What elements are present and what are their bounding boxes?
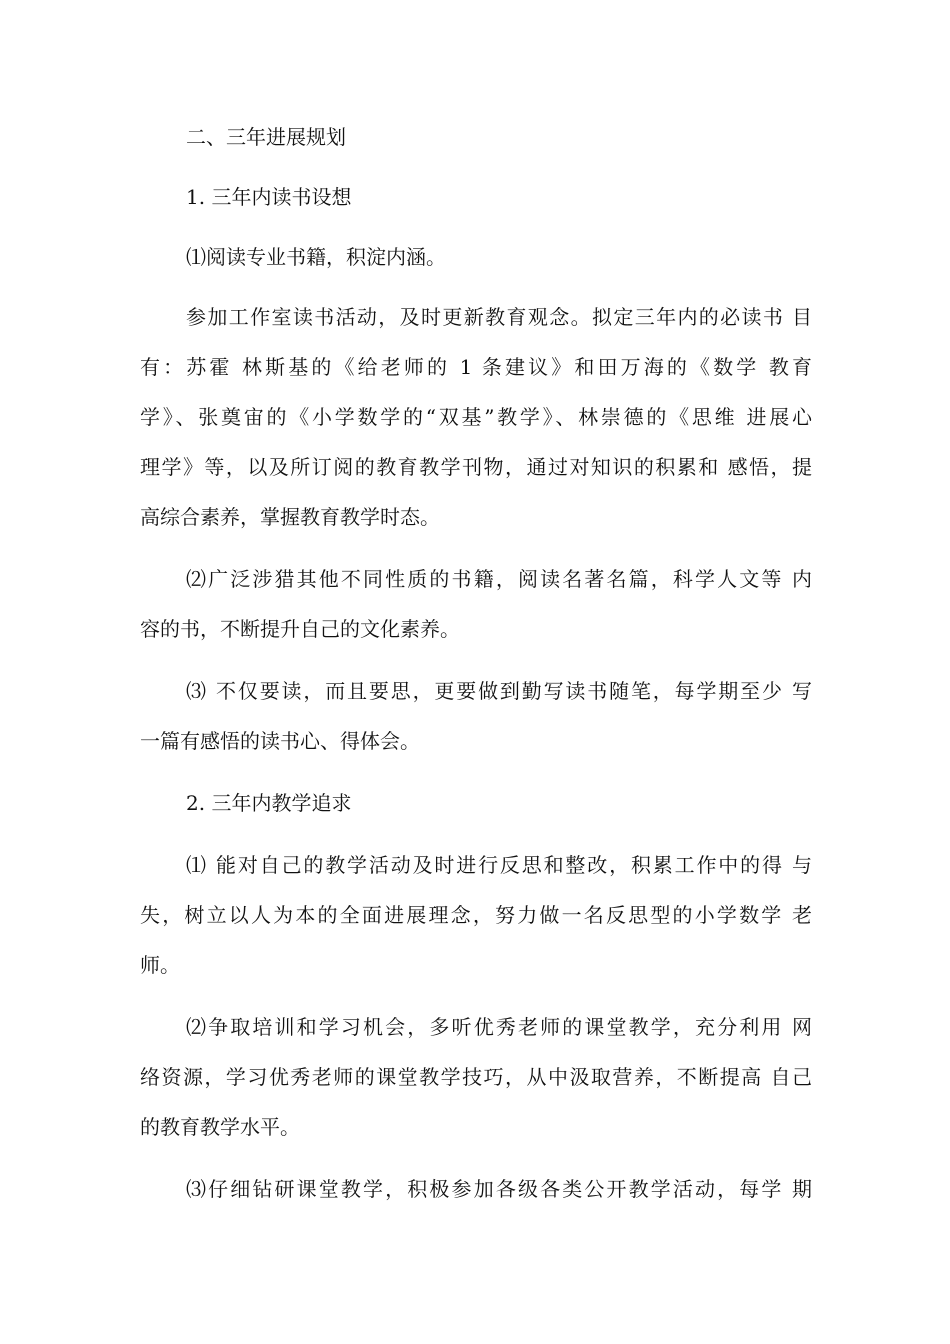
item-reading-1: ⑴阅读专业书籍，积淀内涵。 (186, 245, 446, 269)
paragraph-reading-line: 学》、张奠宙的《小学数学的“双基”教学》、林崇德的《思维 进展心 (140, 405, 812, 429)
item-teaching-1-line: ⑴ 能对自己的教学活动及时进行反思和整改，积累工作中的得 与 (186, 853, 812, 877)
item-reading-2-line: ⑵广泛涉猎其他不同性质的书籍，阅读名著名篇，科学人文等 内 (186, 567, 812, 591)
subsection-title-teaching: 2. 三年内教学追求 (186, 791, 352, 815)
item-teaching-2-line: 的教育教学水平。 (140, 1115, 300, 1139)
item-teaching-2-line: 络资源，学习优秀老师的课堂教学技巧，从中汲取营养，不断提高 自己 (140, 1065, 812, 1089)
paragraph-reading-line: 理学》等，以及所订阅的教育教学刊物，通过对知识的积累和 感悟，提 (140, 455, 812, 479)
paragraph-reading-line: 有：苏霍 林斯基的《给老师的 1 条建议》和田万海的《数学 教育 (140, 355, 812, 379)
item-teaching-1-line: 师。 (140, 953, 180, 977)
subsection-title-reading: 1. 三年内读书设想 (186, 185, 352, 209)
section-title: 二、三年进展规划 (186, 125, 346, 149)
item-teaching-2-line: ⑵争取培训和学习机会，多听优秀老师的课堂教学，充分利用 网 (186, 1015, 812, 1039)
item-reading-2-line: 容的书，不断提升自己的文化素养。 (140, 617, 460, 641)
item-teaching-1-line: 失，树立以人为本的全面进展理念，努力做一名反思型的小学数学 老 (140, 903, 812, 927)
item-reading-3-line: ⑶ 不仅要读，而且要思，更要做到勤写读书随笔，每学期至少 写 (186, 679, 812, 703)
item-teaching-3-line: ⑶仔细钻研课堂教学，积极参加各级各类公开教学活动，每学 期 (186, 1177, 812, 1201)
paragraph-reading-line: 参加工作室读书活动，及时更新教育观念。拟定三年内的必读书 目 (186, 305, 812, 329)
paragraph-reading-line: 高综合素养，掌握教育教学时态。 (140, 505, 440, 529)
item-reading-3-line: 一篇有感悟的读书心、得体会。 (140, 729, 420, 753)
